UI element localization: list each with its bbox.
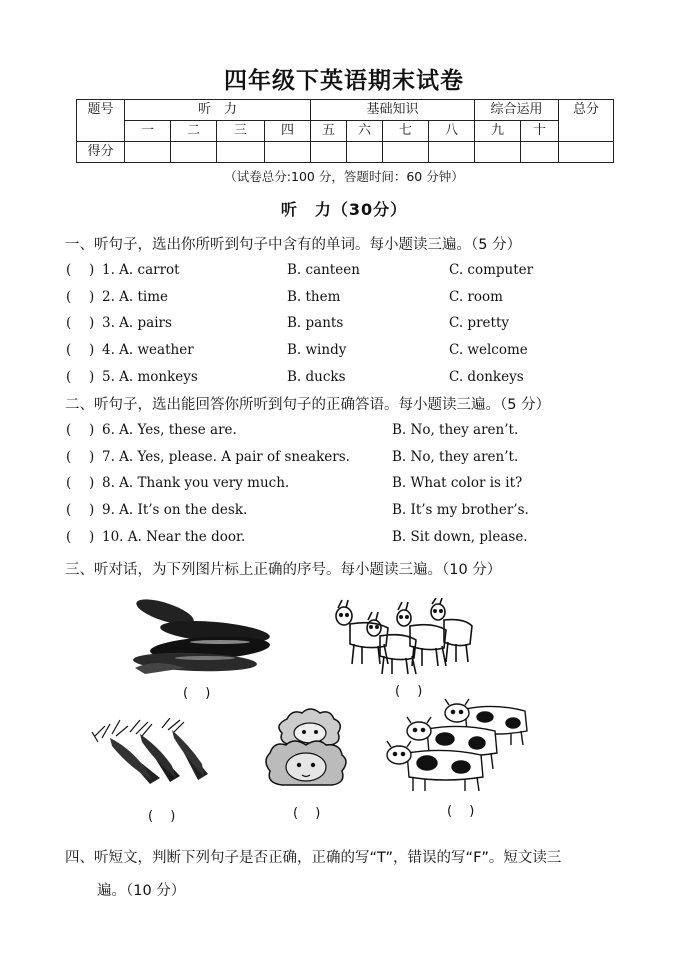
answer-paren[interactable]: ( ) xyxy=(66,502,95,518)
option-a: 2. A. time xyxy=(102,289,169,305)
cows-icon xyxy=(385,697,540,793)
picture-answer-paren[interactable]: ( ) xyxy=(293,806,321,821)
score-col-6: 六 xyxy=(347,121,383,142)
score-col-7: 七 xyxy=(383,121,429,142)
score-col-9: 九 xyxy=(475,121,521,142)
answer-paren[interactable]: ( ) xyxy=(66,475,95,491)
answer-paren[interactable]: ( ) xyxy=(66,262,95,278)
part4-heading: 四、听短文，判断下列句子是否正确，正确的写“T”，错误的写“F”。短文读三 xyxy=(65,850,562,866)
option-a: 8. A. Thank you very much. xyxy=(102,475,290,491)
score-cell[interactable] xyxy=(311,142,347,163)
score-cell[interactable] xyxy=(217,142,265,163)
answer-paren[interactable]: ( ) xyxy=(66,422,95,438)
option-a: 10. A. Near the door. xyxy=(102,529,246,545)
score-table xyxy=(76,99,614,163)
option-a: 1. A. carrot xyxy=(102,262,180,278)
score-cell[interactable] xyxy=(475,142,521,163)
score-header-basics: 基础知识 xyxy=(311,100,475,121)
option-c: C. welcome xyxy=(449,342,528,358)
score-cell[interactable] xyxy=(383,142,429,163)
part3-heading: 三、听对话，为下列图片标上正确的序号。每小题读三遍。（10 分） xyxy=(65,562,502,578)
answer-paren[interactable]: ( ) xyxy=(66,449,95,465)
section-title: 听 力（30分） xyxy=(280,200,408,219)
option-b: B. windy xyxy=(287,342,347,358)
option-a: 9. A. It’s on the desk. xyxy=(102,502,248,518)
option-c: C. donkeys xyxy=(449,369,524,385)
option-a: 6. A. Yes, these are. xyxy=(102,422,237,438)
score-header-comprehensive: 综合运用 xyxy=(475,100,559,121)
score-col-2: 二 xyxy=(171,121,217,142)
option-b: B. them xyxy=(287,289,341,305)
score-col-5: 五 xyxy=(311,121,347,142)
score-cell[interactable] xyxy=(347,142,383,163)
option-a: 7. A. Yes, please. A pair of sneakers. xyxy=(102,449,350,465)
option-b: B. ducks xyxy=(287,369,346,385)
page-title: 四年级下英语期末试卷 xyxy=(224,68,464,94)
answer-paren[interactable]: ( ) xyxy=(66,369,95,385)
score-col-1: 一 xyxy=(125,121,171,142)
score-col-3: 三 xyxy=(217,121,265,142)
answer-paren[interactable]: ( ) xyxy=(66,342,95,358)
score-col-8: 八 xyxy=(429,121,475,142)
score-cell[interactable] xyxy=(171,142,217,163)
option-b: B. It’s my brother’s. xyxy=(392,502,529,518)
score-col-10: 十 xyxy=(521,121,559,142)
score-cell[interactable] xyxy=(559,142,614,163)
score-header-listening: 听 力 xyxy=(125,100,311,121)
option-a: 5. A. monkeys xyxy=(102,369,198,385)
picture-answer-paren[interactable]: ( ) xyxy=(183,686,211,701)
answer-paren[interactable]: ( ) xyxy=(66,529,95,545)
picture-answer-paren[interactable]: ( ) xyxy=(447,804,475,819)
option-b: B. canteen xyxy=(287,262,360,278)
picture-answer-paren[interactable]: ( ) xyxy=(148,809,176,824)
score-header-total: 总分 xyxy=(559,100,614,142)
answer-paren[interactable]: ( ) xyxy=(66,315,95,331)
score-col-4: 四 xyxy=(265,121,311,142)
option-c: C. room xyxy=(449,289,503,305)
option-b: B. What color is it? xyxy=(392,475,523,491)
score-row-label: 得分 xyxy=(77,142,125,163)
option-c: C. pretty xyxy=(449,315,509,331)
eggplant-icon xyxy=(125,598,275,676)
part4-heading-cont: 遍。（10 分） xyxy=(97,883,186,899)
score-cell[interactable] xyxy=(521,142,559,163)
option-a: 3. A. pairs xyxy=(102,315,172,331)
goats-icon xyxy=(328,598,476,676)
option-b: B. Sit down, please. xyxy=(392,529,528,545)
answer-paren[interactable]: ( ) xyxy=(66,289,95,305)
option-b: B. No, they aren’t. xyxy=(392,449,519,465)
exam-note: （试卷总分:100 分，答题时间：60 分钟） xyxy=(224,169,464,184)
part2-heading: 二、听句子，选出能回答你所听到句子的正确答语。每小题读三遍。（5 分） xyxy=(65,397,551,413)
option-c: C. computer xyxy=(449,262,534,278)
option-a: 4. A. weather xyxy=(102,342,194,358)
option-b: B. No, they aren’t. xyxy=(392,422,519,438)
part1-heading: 一、听句子，选出你所听到句子中含有的单词。每小题读三遍。（5 分） xyxy=(65,237,522,253)
score-header-label: 题号 xyxy=(77,100,125,142)
option-b: B. pants xyxy=(287,315,344,331)
carrots-icon xyxy=(90,718,215,788)
score-cell[interactable] xyxy=(429,142,475,163)
score-cell[interactable] xyxy=(265,142,311,163)
picture-answer-paren[interactable]: ( ) xyxy=(395,684,423,699)
score-cell[interactable] xyxy=(125,142,171,163)
sheep-icon xyxy=(262,705,352,795)
